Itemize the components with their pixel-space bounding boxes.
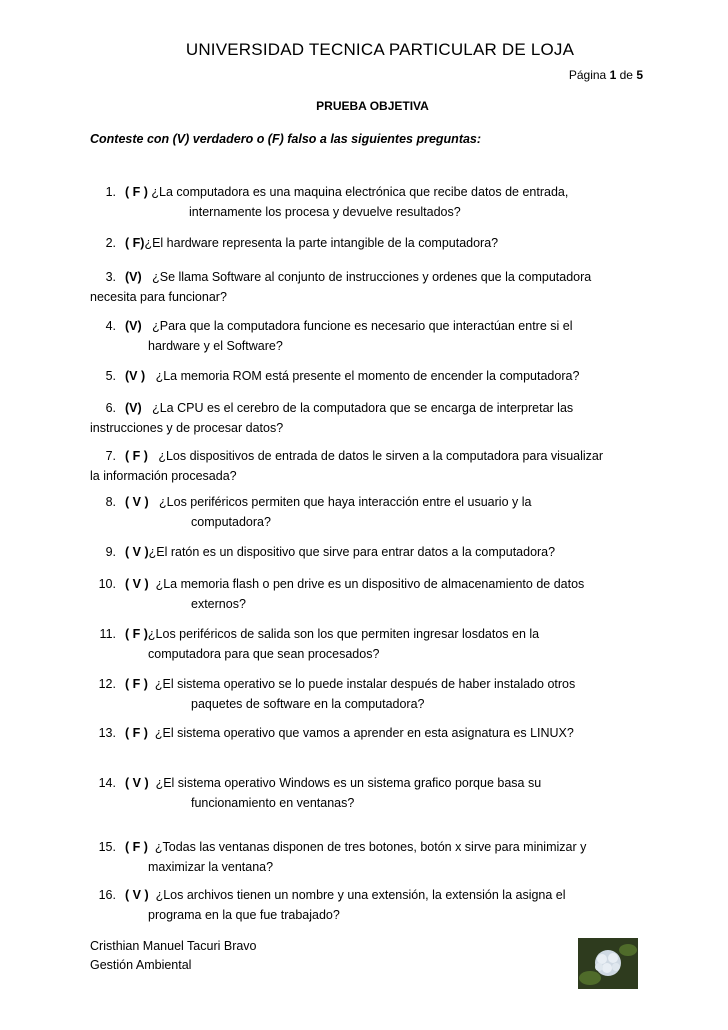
question-answer: ( F ) bbox=[125, 726, 148, 740]
page-number bbox=[569, 68, 643, 82]
question-number: 5. bbox=[105, 369, 116, 383]
question-text: ¿Los periféricos permiten que haya interacción entre el usuario y la bbox=[159, 495, 532, 509]
question-answer: (V ) bbox=[125, 369, 146, 383]
question-text-cont: funcionamiento en ventanas? bbox=[191, 796, 355, 810]
question-text-cont: programa en la que fue trabajado? bbox=[148, 908, 340, 922]
question-number: 7. bbox=[105, 449, 116, 463]
leaf-shape bbox=[619, 944, 637, 956]
question-answer: ( V ) bbox=[125, 888, 149, 902]
question-item bbox=[90, 366, 579, 386]
test-title: PRUEBA OBJETIVA bbox=[316, 99, 429, 113]
question-answer: (V) bbox=[125, 270, 142, 284]
question-answer: (V) bbox=[125, 319, 142, 333]
leaf-shape bbox=[579, 971, 601, 985]
page-total: 5 bbox=[636, 68, 643, 82]
question-text: ¿Todas las ventanas disponen de tres botones, botón x sirve para minimizar y bbox=[154, 840, 587, 854]
question-answer: ( F) bbox=[125, 236, 145, 250]
question-text-cont: necesita para funcionar? bbox=[90, 290, 227, 304]
question-text-cont: paquetes de software en la computadora? bbox=[191, 697, 425, 711]
question-text: ¿El sistema operativo que vamos a aprender en esta asignatura es LINUX? bbox=[154, 726, 574, 740]
question-number: 3. bbox=[105, 270, 116, 284]
question-answer: ( F ) bbox=[125, 449, 148, 463]
question-text-cont: la información procesada? bbox=[90, 469, 237, 483]
petal bbox=[612, 963, 620, 971]
question-answer: ( V ) bbox=[125, 495, 149, 509]
question-item bbox=[90, 316, 573, 356]
question-item bbox=[90, 885, 566, 925]
question-text: ¿La memoria ROM está presente el momento de encender la computadora? bbox=[155, 369, 580, 383]
footer-author: Cristhian Manuel Tacuri Bravo bbox=[90, 939, 257, 953]
question-text: ¿Para que la computadora funcione es necesario que interactúan entre si el bbox=[152, 319, 573, 333]
page-current: 1 bbox=[609, 68, 617, 82]
petal bbox=[608, 953, 618, 963]
question-item bbox=[90, 233, 498, 253]
petal bbox=[595, 963, 603, 971]
question-answer: ( V ) bbox=[125, 545, 149, 559]
question-number: 1. bbox=[105, 185, 116, 199]
question-answer: ( V ) bbox=[125, 577, 149, 591]
page-separator: de bbox=[619, 68, 633, 82]
footer bbox=[90, 937, 257, 975]
question-text-cont: computadora para que sean procesados? bbox=[148, 647, 380, 661]
flower-image bbox=[578, 938, 638, 989]
question-answer: (V) bbox=[125, 401, 142, 415]
petal bbox=[602, 963, 612, 973]
question-item bbox=[90, 492, 531, 532]
question-number: 11. bbox=[99, 627, 116, 641]
instructions: Conteste con (V) verdadero o (F) falso a las siguientes preguntas: bbox=[90, 132, 482, 146]
question-number: 6. bbox=[105, 401, 116, 415]
question-text: ¿El ratón es un dispositivo que sirve para entrar datos a la computadora? bbox=[148, 545, 556, 559]
question-text: ¿El hardware representa la parte intangible de la computadora? bbox=[144, 236, 499, 250]
question-text-cont: hardware y el Software? bbox=[148, 339, 283, 353]
question-item bbox=[90, 542, 555, 562]
question-number: 15. bbox=[98, 840, 116, 854]
question-text-cont: maximizar la ventana? bbox=[148, 860, 274, 874]
question-text-cont: externos? bbox=[191, 597, 246, 611]
question-text: ¿La computadora es una maquina electrónica que recibe datos de entrada, bbox=[151, 185, 569, 199]
question-answer: ( F ) bbox=[125, 627, 148, 641]
question-text-cont: internamente los procesa y devuelve resultados? bbox=[189, 205, 461, 219]
page-prefix: Página bbox=[568, 68, 607, 82]
footer-program: Gestión Ambiental bbox=[90, 958, 192, 972]
question-text: ¿El sistema operativo Windows es un sistema grafico porque basa su bbox=[155, 776, 542, 790]
question-text: ¿Se llama Software al conjunto de instrucciones y ordenes que la computadora bbox=[152, 270, 592, 284]
question-answer: ( F ) bbox=[125, 677, 148, 691]
question-item bbox=[90, 624, 539, 664]
question-item bbox=[90, 182, 568, 222]
question-item bbox=[90, 446, 603, 486]
question-number: 16. bbox=[98, 888, 116, 902]
question-answer: ( V ) bbox=[125, 776, 149, 790]
question-item bbox=[90, 398, 573, 438]
question-text-cont: computadora? bbox=[191, 515, 271, 529]
question-item bbox=[90, 267, 591, 307]
question-answer: ( F ) bbox=[125, 840, 148, 854]
question-text: ¿El sistema operativo se lo puede instalar después de haber instalado otros bbox=[154, 677, 576, 691]
question-text-cont: instrucciones y de procesar datos? bbox=[90, 421, 284, 435]
question-number: 4. bbox=[105, 319, 116, 333]
petal bbox=[597, 954, 607, 964]
question-text: ¿La CPU es el cerebro de la computadora que se encarga de interpretar las bbox=[152, 401, 574, 415]
question-number: 10. bbox=[98, 577, 116, 591]
question-item bbox=[90, 674, 575, 714]
question-number: 8. bbox=[105, 495, 116, 509]
question-text: ¿Los archivos tienen un nombre y una extensión, la extensión la asigna el bbox=[155, 888, 566, 902]
question-text: ¿Los periféricos de salida son los que permiten ingresar losdatos en la bbox=[147, 627, 540, 641]
question-item bbox=[90, 574, 584, 614]
hydrangea-flower-photo bbox=[578, 938, 638, 989]
question-item bbox=[90, 723, 574, 743]
question-number: 13. bbox=[98, 726, 116, 740]
question-number: 12. bbox=[98, 677, 116, 691]
question-number: 9. bbox=[105, 545, 116, 559]
question-number: 2. bbox=[105, 236, 116, 250]
question-text: ¿Los dispositivos de entrada de datos le sirven a la computadora para visualizar bbox=[158, 449, 604, 463]
question-text: ¿La memoria flash o pen drive es un dispositivo de almacenamiento de datos bbox=[155, 577, 585, 591]
document-header-title: UNIVERSIDAD TECNICA PARTICULAR DE LOJA bbox=[185, 40, 575, 59]
question-item bbox=[90, 773, 541, 813]
question-item bbox=[90, 837, 586, 877]
question-answer: ( F ) bbox=[125, 185, 148, 199]
question-number: 14. bbox=[98, 776, 116, 790]
